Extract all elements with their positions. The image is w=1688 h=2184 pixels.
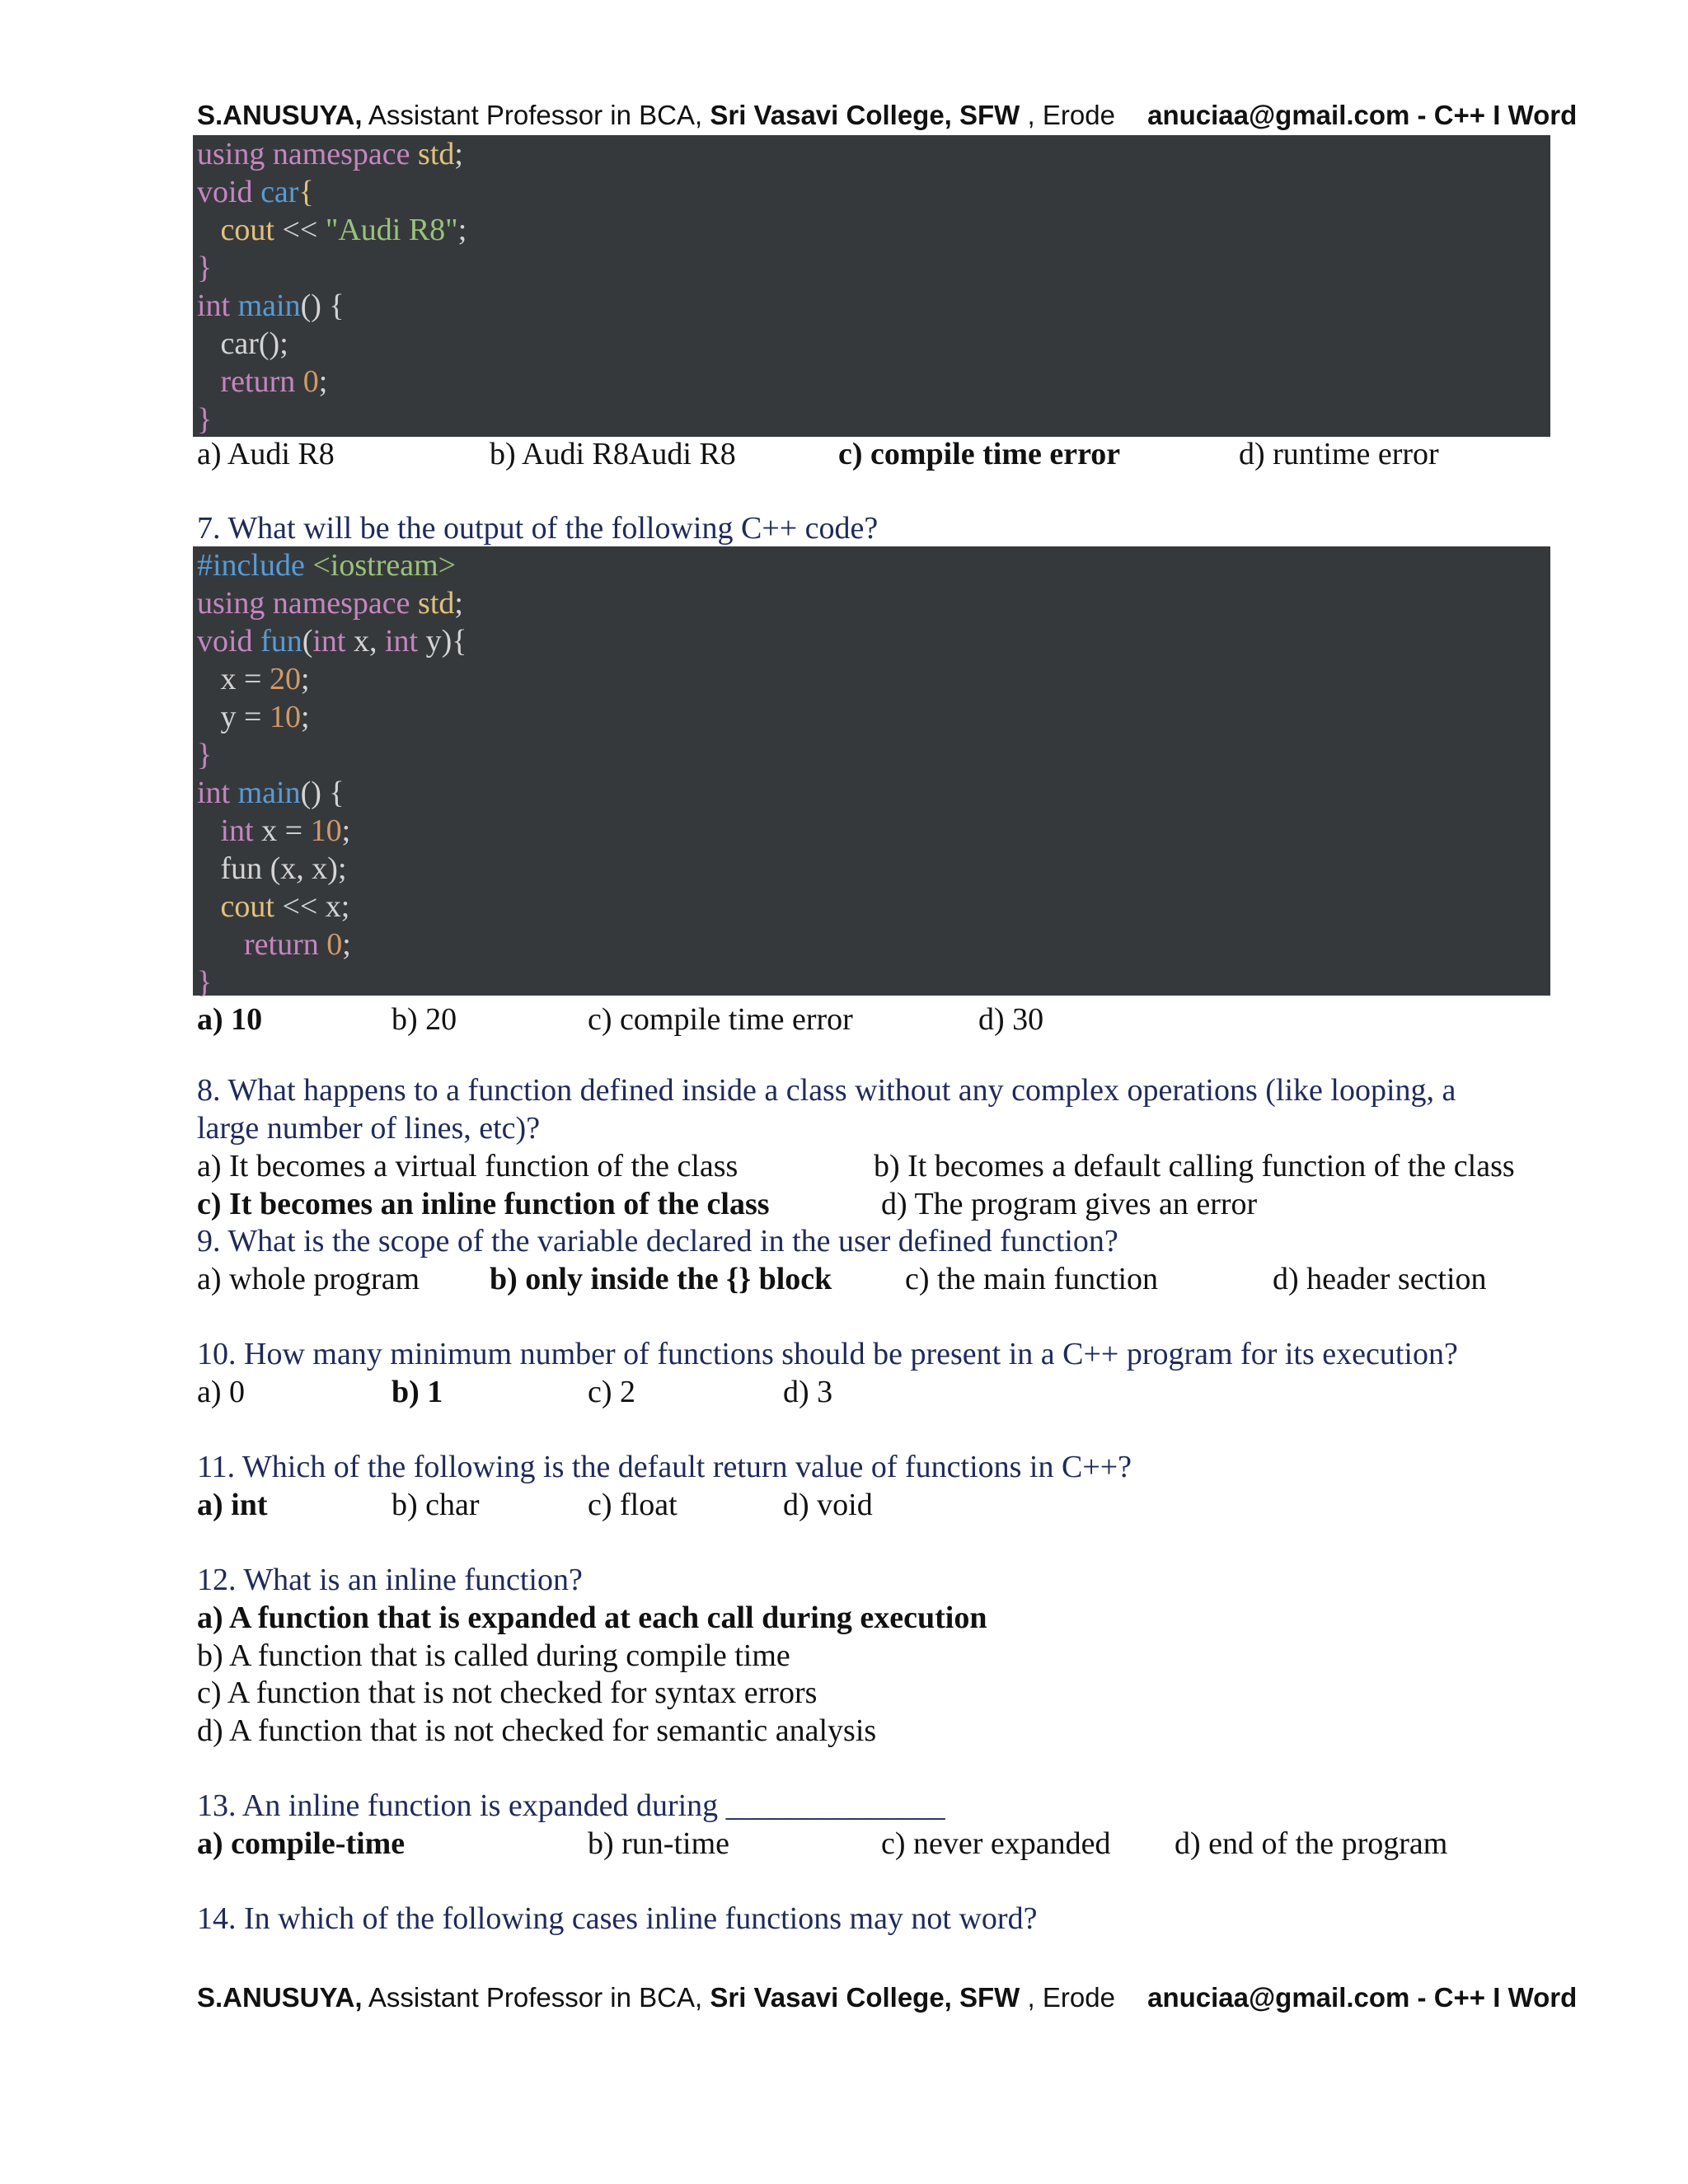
code-line: fun (x, x); bbox=[197, 851, 347, 886]
college-name: Sri Vasavi College, SFW bbox=[710, 1982, 1020, 2013]
q7-question: 7. What will be the output of the following C++ code? bbox=[197, 511, 879, 546]
q9-option-a: a) whole program bbox=[197, 1262, 420, 1296]
code-line: return 0; bbox=[197, 364, 328, 399]
q10-question: 10. How many minimum number of functions should be present in a C++ program for its execution? bbox=[197, 1337, 1458, 1371]
college-name: Sri Vasavi College, SFW bbox=[710, 100, 1020, 130]
q11-option-b: b) char bbox=[392, 1488, 480, 1522]
q8-question-line1: 8. What happens to a function defined inside a class without any complex operations (like looping, a bbox=[197, 1073, 1456, 1108]
q7-option-d: d) 30 bbox=[978, 1002, 1044, 1037]
q12-option-d: d) A function that is not checked for semantic analysis bbox=[197, 1713, 877, 1748]
q14-question: 14. In which of the following cases inline functions may not word? bbox=[197, 1901, 1038, 1936]
q10-option-b: b) 1 bbox=[392, 1375, 443, 1409]
q7-option-a: a) 10 bbox=[197, 1002, 263, 1037]
q8-option-c: c) It becomes an inline function of the class bbox=[197, 1187, 770, 1221]
q11-option-a: a) int bbox=[197, 1488, 268, 1522]
q12-option-a: a) A function that is expanded at each call during execution bbox=[197, 1601, 987, 1635]
q6-option-b: b) Audi R8Audi R8 bbox=[490, 437, 736, 471]
q8-option-a: a) It becomes a virtual function of the class bbox=[197, 1149, 738, 1183]
code-line: car(); bbox=[197, 326, 288, 361]
code-line: void car{ bbox=[197, 175, 314, 209]
q12-question: 12. What is an inline function? bbox=[197, 1563, 583, 1597]
q13-option-d: d) end of the program bbox=[1175, 1826, 1448, 1861]
q8-question-line2: large number of lines, etc)? bbox=[197, 1111, 541, 1146]
email: anuciaa@gmail.com - C++ I Word bbox=[1147, 1982, 1578, 2013]
author-name: S.ANUSUYA, bbox=[197, 100, 363, 130]
q10-option-a: a) 0 bbox=[197, 1375, 246, 1409]
code-line: int main() { bbox=[197, 776, 345, 810]
q6-option-a: a) Audi R8 bbox=[197, 437, 335, 471]
code-line: } bbox=[197, 738, 213, 772]
q12-option-b: b) A function that is called during compile time bbox=[197, 1638, 790, 1673]
q13-option-b: b) run-time bbox=[588, 1826, 730, 1861]
email: anuciaa@gmail.com - C++ I Word bbox=[1147, 100, 1578, 130]
code-line: return 0; bbox=[197, 927, 351, 962]
code-block-q7 bbox=[193, 546, 1550, 1000]
code-line: cout << x; bbox=[197, 889, 350, 924]
q7-option-b: b) 20 bbox=[392, 1002, 457, 1037]
city: Erode bbox=[1042, 100, 1115, 130]
code-line: y = 10; bbox=[197, 700, 310, 734]
code-line: cout << "Audi R8"; bbox=[197, 213, 467, 247]
author-role: Assistant Professor in BCA, bbox=[368, 100, 703, 130]
q9-question: 9. What is the scope of the variable declared in the user defined function? bbox=[197, 1224, 1118, 1258]
code-line: using namespace std; bbox=[197, 137, 463, 171]
q11-option-c: c) float bbox=[588, 1488, 678, 1522]
q10-option-d: d) 3 bbox=[783, 1375, 833, 1409]
q9-option-c: c) the main function bbox=[905, 1262, 1159, 1296]
q11-question: 11. Which of the following is the default return value of functions in C++? bbox=[197, 1450, 1132, 1484]
q7-option-c: c) compile time error bbox=[588, 1002, 853, 1037]
q6-option-c: c) compile time error bbox=[838, 437, 1121, 471]
code-line: } bbox=[197, 402, 213, 437]
q11-option-d: d) void bbox=[783, 1488, 873, 1522]
code-line: x = 20; bbox=[197, 662, 310, 696]
q9-option-d: d) header section bbox=[1273, 1262, 1487, 1296]
page-header-top: S.ANUSUYA, Assistant Professor in BCA, Sri Vasavi College, SFW , Erode anuciaa@gmail.com - C++ I Word bbox=[197, 100, 1578, 130]
q12-option-c: c) A function that is not checked for syntax errors bbox=[197, 1675, 818, 1710]
code-block-q6 bbox=[193, 135, 1550, 437]
code-line: int x = 10; bbox=[197, 813, 351, 848]
q10-option-c: c) 2 bbox=[588, 1375, 636, 1409]
q8-option-b: b) It becomes a default calling function of the class bbox=[874, 1149, 1515, 1183]
code-line: void fun(int x, int y){ bbox=[197, 624, 467, 658]
code-line: int main() { bbox=[197, 288, 345, 323]
page-footer: S.ANUSUYA, Assistant Professor in BCA, Sri Vasavi College, SFW , Erode anuciaa@gmail.com - C++ I Word bbox=[197, 1982, 1578, 2013]
q6-option-d: d) runtime error bbox=[1239, 437, 1439, 471]
q13-option-a: a) compile-time bbox=[197, 1826, 406, 1861]
author-name: S.ANUSUYA, bbox=[197, 1982, 363, 2013]
q13-question: 13. An inline function is expanded during ______________ bbox=[197, 1788, 945, 1823]
code-line: #include <iostream> bbox=[197, 548, 457, 583]
q13-option-c: c) never expanded bbox=[881, 1826, 1111, 1861]
code-line: } bbox=[197, 251, 213, 285]
q8-option-d: d) The program gives an error bbox=[881, 1187, 1258, 1221]
code-line: using namespace std; bbox=[197, 586, 463, 621]
q9-option-b: b) only inside the {} block bbox=[490, 1262, 832, 1296]
code-line: } bbox=[197, 965, 213, 1000]
city: Erode bbox=[1042, 1982, 1115, 2013]
author-role: Assistant Professor in BCA, bbox=[368, 1982, 703, 2013]
